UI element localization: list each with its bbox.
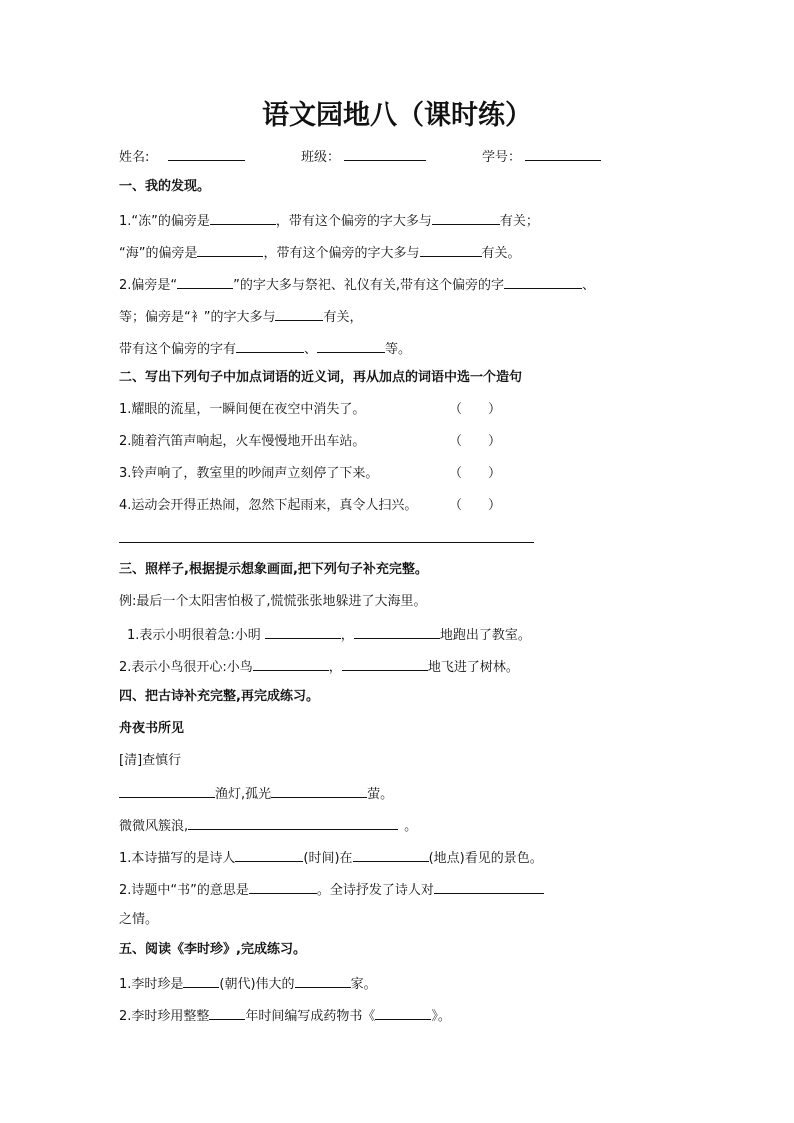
s4-q2-text1: 2.诗题中“书”的意思是	[119, 883, 249, 898]
s3-q2-text3: 地飞进了树林。	[427, 660, 519, 675]
s5-q2-blank1[interactable]	[209, 1006, 245, 1020]
s5-q1-blank2[interactable]	[295, 974, 351, 988]
class-row	[301, 147, 426, 166]
s4-q1-text2: (时间)在	[303, 851, 353, 866]
poem-author: [清]查慎行	[119, 753, 182, 768]
id-row	[482, 147, 601, 166]
s1-q2c-blank2[interactable]	[317, 339, 385, 353]
s3-q2-text2: ，	[328, 660, 342, 675]
s1-q1a-blank2[interactable]	[432, 211, 500, 225]
poem-line2-text2: 。	[404, 819, 418, 834]
section-2-heading: 二、写出下列句子中加点词语的近义词，再从加点的词语中选一个造句	[119, 370, 523, 385]
section-1-heading: 一、我的发现。	[119, 179, 211, 194]
worksheet-title: 语文园地八（课时练）	[262, 100, 532, 131]
poem-line2-blank[interactable]	[188, 816, 398, 830]
s3-q2-blank1[interactable]	[253, 657, 329, 671]
s4-q2-blank2[interactable]	[434, 880, 544, 894]
section-4-heading: 四、把古诗补充完整,再完成练习。	[119, 689, 319, 704]
s5-q1-text3: 家。	[350, 977, 377, 992]
poem-line1-blank2[interactable]	[271, 784, 367, 798]
s4-q2	[119, 880, 544, 899]
s1-q2b-blank1[interactable]	[275, 307, 323, 321]
s1-q2b-text1: 等；偏旁是“衤”的字大多与	[119, 310, 276, 325]
s2-answer-paren-3[interactable]: （ ）	[449, 466, 502, 481]
s3-q1-blank1[interactable]	[265, 625, 341, 639]
s4-q1-blank2[interactable]	[353, 848, 429, 862]
s5-q1-text1: 1.李时珍是	[119, 977, 184, 992]
s3-q1	[127, 625, 531, 644]
s5-q2-text1: 2.李时珍用整整	[119, 1009, 210, 1024]
s1-q2c-text1: 带有这个偏旁的字有	[119, 342, 237, 357]
s1-q2c-text3: 等。	[385, 342, 412, 357]
s1-q2a-text2: ”的字大多与祭祀、礼仪有关,带有这个偏旁的字	[233, 278, 505, 293]
s5-q2-blank2[interactable]	[375, 1006, 431, 1020]
poem-title: 舟夜书所见	[119, 721, 185, 736]
s5-q1-blank1[interactable]	[183, 974, 219, 988]
s4-q2-ending: 之情。	[119, 912, 159, 927]
s3-q2-text1: 2.表示小鸟很开心:小鸟	[119, 660, 253, 675]
s4-q1-text1: 1.本诗描写的是诗人	[119, 851, 236, 866]
s2-item-2: 2.随着汽笛声响起，火车慢慢地开出车站。	[119, 434, 366, 449]
class-blank[interactable]	[344, 147, 426, 161]
section-3-heading: 三、照样子,根据提示想象画面,把下列句子补充完整。	[119, 562, 428, 577]
s1-q2b	[119, 307, 363, 326]
id-blank[interactable]	[525, 147, 601, 161]
s5-q2-text3: 》。	[431, 1009, 451, 1024]
name-row	[119, 147, 245, 166]
s1-q1b-text2: ，带有这个偏旁的字大多与	[263, 246, 420, 261]
s3-q1-text2: ，	[340, 628, 354, 643]
id-label: 学号：	[482, 150, 522, 165]
s3-q1-text3: 地跑出了教室。	[439, 628, 531, 643]
class-label: 班级：	[301, 150, 341, 165]
s2-answer-paren-1[interactable]: （ ）	[449, 402, 502, 417]
s2-answer-paren-4[interactable]: （ ）	[449, 498, 502, 513]
s1-q2a-blank2[interactable]	[504, 275, 582, 289]
s1-q2a-blank1[interactable]	[177, 275, 233, 289]
section-5-heading: 五、阅读《李时珍》,完成练习。	[119, 942, 306, 957]
name-label: 姓名:	[119, 150, 150, 165]
s4-q1-blank1[interactable]	[235, 848, 303, 862]
s3-q1-text1: 1.表示小明很着急:小明	[127, 628, 261, 643]
poem-line2-text1: 微微风簇浪,	[119, 819, 189, 834]
s2-item-3: 3.铃声响了，教室里的吵闹声立刻停了下来。	[119, 466, 379, 481]
s3-q2	[119, 657, 519, 676]
s1-q2c-text2: 、	[304, 342, 318, 357]
poem-line1-text2: 萤。	[367, 787, 394, 802]
s4-q2-blank1[interactable]	[249, 880, 317, 894]
s2-item-1: 1.耀眼的流星，一瞬间便在夜空中消失了。	[119, 402, 366, 417]
s5-q1-text2: (朝代)伟大的	[219, 977, 295, 992]
s1-q1b-text3: 有关。	[481, 246, 521, 261]
poem-line-1	[119, 784, 393, 803]
s1-q2a-text1: 2.偏旁是“	[119, 278, 178, 293]
s1-q1a-text1: 1.“冻”的偏旁是	[119, 214, 210, 229]
s3-example: 例:最后一个太阳害怕极了,慌慌张张地躲进了大海里。	[119, 594, 427, 609]
s1-q1b-text1: “海”的偏旁是	[119, 246, 198, 261]
s4-q1-text3: (地点)看见的景色。	[428, 851, 543, 866]
s1-q1b	[119, 243, 521, 262]
s2-answer-paren-2[interactable]: （ ）	[449, 434, 502, 449]
s1-q2a	[119, 275, 595, 294]
s1-q2b-text2: 有关，	[323, 310, 363, 325]
s5-q2	[119, 1006, 451, 1025]
s2-sentence-line[interactable]	[119, 542, 534, 543]
s1-q1a-text3: 有关；	[499, 214, 539, 229]
poem-line1-text1: 渔灯,孤光	[215, 787, 272, 802]
s3-q2-blank2[interactable]	[342, 657, 428, 671]
s4-q2-text2: 。全诗抒发了诗人对	[316, 883, 434, 898]
s1-q1a-text2: ，带有这个偏旁的字大多与	[275, 214, 432, 229]
poem-line1-blank1[interactable]	[119, 784, 215, 798]
s5-q1	[119, 974, 377, 993]
s1-q1a	[119, 211, 539, 230]
s2-item-4: 4.运动会开得正热闹，忽然下起雨来，真令人扫兴。	[119, 498, 418, 513]
s1-q2c-blank1[interactable]	[236, 339, 304, 353]
s4-q1	[119, 848, 543, 867]
poem-line-2	[119, 816, 417, 835]
s1-q2a-text3: 、	[582, 278, 596, 293]
s5-q2-text2: 年时间编写成药物书《	[245, 1009, 376, 1024]
s1-q1b-blank1[interactable]	[197, 243, 263, 257]
s1-q2c	[119, 339, 411, 358]
s3-q1-blank2[interactable]	[354, 625, 440, 639]
s1-q1a-blank1[interactable]	[210, 211, 276, 225]
name-blank[interactable]	[168, 147, 245, 161]
s1-q1b-blank2[interactable]	[420, 243, 482, 257]
